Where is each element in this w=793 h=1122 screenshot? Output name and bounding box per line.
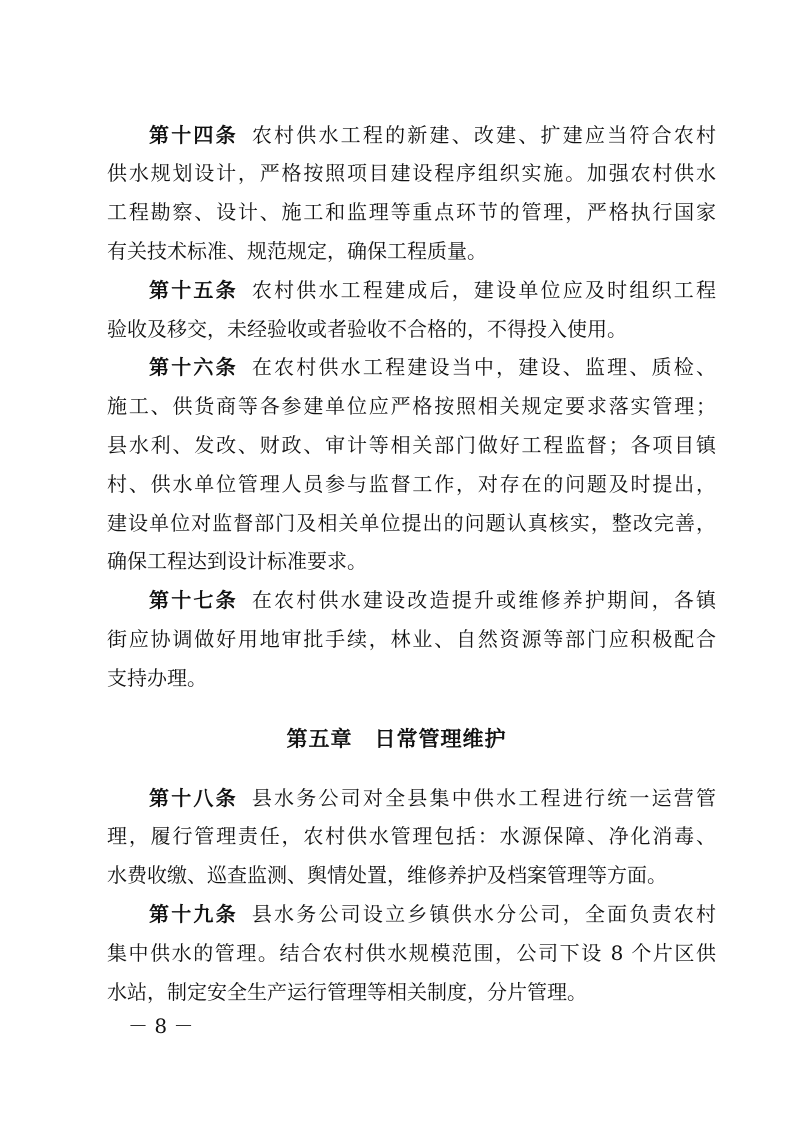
article-text: 水站，制定安全生产运行管理等相关制度，分片管理。 [107, 979, 587, 1004]
article-line [107, 934, 716, 973]
article-line [107, 856, 716, 895]
article-text: 在农村供水建设改造提升或维修养护期间，各镇 [251, 588, 717, 613]
article-text: 在农村供水工程建设当中，建设、监理、质检、 [251, 355, 717, 380]
article-label: 第十八条 [149, 785, 238, 810]
article-text: 施工、供货商等各参建单位应严格按照相关规定要求落实管理； [107, 394, 716, 419]
article-label: 第十七条 [149, 588, 238, 613]
article-line [107, 232, 716, 271]
articles-14-17 [107, 116, 716, 698]
article-text: 水费收缴、巡查监测、舆情处置，维修养护及档案管理等方面。 [107, 863, 667, 888]
article-line [107, 310, 716, 349]
article-line [107, 973, 716, 1012]
article-text: 集中供水的管理。结合农村供水规模范围，公司下设 8 个片区供 [107, 940, 716, 965]
chapter-heading: 第五章 日常管理维护 [286, 727, 507, 751]
article-label: 第十九条 [149, 901, 238, 926]
article-text: 县水务公司对全县集中供水工程进行统一运营管 [251, 785, 717, 810]
article-line [107, 542, 716, 581]
article-text: 农村供水工程建成后，建设单位应及时组织工程 [251, 277, 717, 302]
article-label: 第十四条 [149, 122, 238, 147]
article-line [107, 659, 716, 698]
article-line [107, 465, 716, 504]
article-text: 建设单位对监督部门及相关单位提出的问题认真核实，整改完善， [107, 510, 716, 535]
article-text: 村、供水单位管理人员参与监督工作，对存在的问题及时提出， [107, 471, 716, 496]
article-line [107, 193, 716, 232]
article-text: 支持办理。 [107, 665, 207, 690]
article-label: 第十六条 [149, 355, 238, 380]
article-line [107, 620, 716, 659]
page-number: － 8 － [128, 1014, 194, 1038]
article-text: 县水利、发改、财政、审计等相关部门做好工程监督；各项目镇 [107, 432, 716, 457]
article-line [107, 504, 716, 543]
article-text: 验收及移交，未经验收或者验收不合格的，不得投入使用。 [107, 316, 627, 341]
article-first-line [107, 116, 716, 155]
article-first-line [107, 895, 716, 934]
article-text: 工程勘察、设计、施工和监理等重点环节的管理，严格执行国家 [107, 200, 716, 225]
article-text: 供水规划设计，严格按照项目建设程序组织实施。加强农村供水 [107, 161, 716, 186]
article-text: 农村供水工程的新建、改建、扩建应当符合农村 [251, 122, 717, 147]
article-line [107, 426, 716, 465]
article-first-line [107, 271, 716, 310]
article-first-line [107, 779, 716, 818]
article-line [107, 387, 716, 426]
article-line [107, 817, 716, 856]
articles-18-19 [107, 779, 716, 1012]
article-text: 有关技术标准、规范规定，确保工程质量。 [107, 238, 487, 263]
article-text: 县水务公司设立乡镇供水分公司，全面负责农村 [251, 901, 717, 926]
article-text: 理，履行管理责任，农村供水管理包括：水源保障、净化消毒、 [107, 824, 716, 849]
article-line [107, 154, 716, 193]
article-label: 第十五条 [149, 277, 238, 302]
article-first-line [107, 348, 716, 387]
article-first-line [107, 581, 716, 620]
article-text: 街应协调做好用地审批手续，林业、自然资源等部门应积极配合 [107, 626, 716, 651]
article-text: 确保工程达到设计标准要求。 [107, 549, 367, 574]
